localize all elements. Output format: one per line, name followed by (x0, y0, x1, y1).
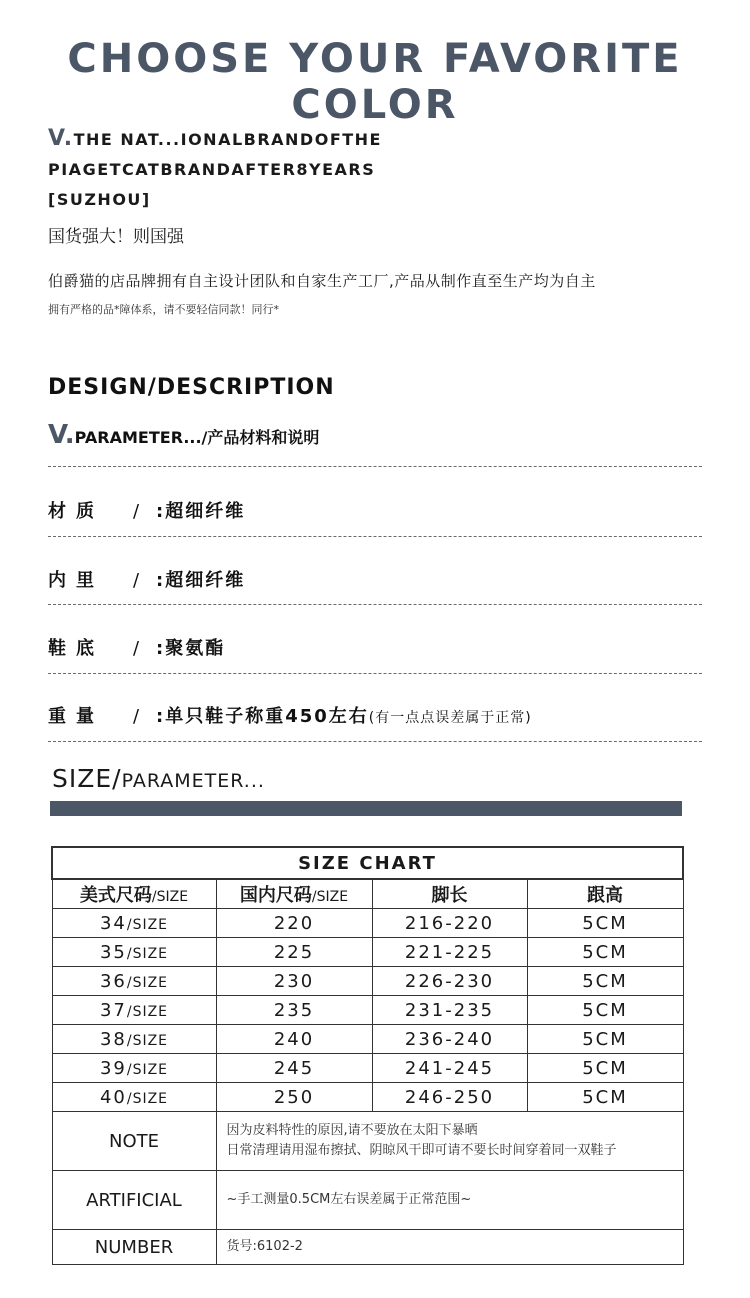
param-key: 重量 (48, 706, 104, 727)
divider (48, 673, 702, 674)
size-section-title (52, 764, 265, 793)
cell-us-suffix: /SIZE (126, 974, 169, 991)
design-title: DESIGN/DESCRIPTION (48, 375, 335, 400)
cell-cn-size: 245 (216, 1054, 372, 1083)
divider (48, 741, 702, 742)
cell-cn-size: 220 (216, 909, 372, 938)
cell-heel-height: 5CM (527, 1083, 683, 1112)
divider (48, 604, 702, 605)
cell-us-size (52, 938, 216, 967)
cell-foot-length: 226-230 (372, 967, 527, 996)
number-row (52, 1230, 683, 1265)
intro-line-2: 拥有严格的品*障体系，请不要轻信同款！同行* (48, 303, 279, 316)
cell-us-size (52, 909, 216, 938)
intro-line-1: 伯爵猫的店品牌拥有自主设计团队和自家生产工厂,产品从制作直至生产均为自主 (48, 272, 596, 290)
divider (48, 536, 702, 537)
cell-us-suffix: /SIZE (126, 1003, 169, 1020)
size-chart-table (51, 846, 684, 1265)
param-row-material (48, 497, 245, 523)
table-row (52, 938, 683, 967)
parameter-v-mark: V. (48, 420, 75, 450)
note-row (52, 1112, 683, 1171)
divider (48, 466, 702, 467)
cell-us-suffix: /SIZE (126, 916, 169, 933)
cell-us-num: 35 (99, 941, 127, 963)
brand-line-3: [SUZHOU] (48, 190, 151, 209)
cell-foot-length: 236-240 (372, 1025, 527, 1054)
number-text: 货号:6102-2 (216, 1230, 683, 1265)
cell-us-num: 34 (99, 912, 127, 934)
artificial-text: ~手工测量0.5CM左右误差属于正常范围~ (216, 1171, 683, 1230)
size-chart-title: SIZE CHART (52, 847, 683, 879)
param-row-lining (48, 566, 245, 592)
cell-us-num: 37 (99, 999, 127, 1021)
header-us-size (52, 879, 216, 909)
cell-foot-length: 231-235 (372, 996, 527, 1025)
note-text (216, 1112, 683, 1171)
cell-cn-size: 235 (216, 996, 372, 1025)
page-headline: CHOOSE YOUR FAVORITE COLOR (67, 36, 683, 128)
brand-v-mark: V. (48, 126, 74, 151)
note-line: 因为皮料特性的原因,请不要放在太阳下暴晒 (226, 1123, 478, 1138)
table-row (52, 1025, 683, 1054)
note-label: NOTE (52, 1112, 216, 1171)
brand-statement (48, 124, 468, 215)
cell-cn-size: 230 (216, 967, 372, 996)
param-value: :单只鞋子称重450左右 (156, 706, 369, 727)
cell-foot-length: 246-250 (372, 1083, 527, 1112)
cell-us-num: 38 (99, 1028, 127, 1050)
cell-us-num: 40 (99, 1086, 127, 1108)
cell-heel-height: 5CM (527, 996, 683, 1025)
param-key: 材质 (48, 501, 104, 522)
param-note: (有一点点误差属于正常) (368, 710, 532, 726)
size-title-big: SIZE/ (52, 764, 122, 793)
note-line: 日常清理请用湿布擦拭、阴晾风干即可请不要长时间穿着同一双鞋子 (226, 1143, 617, 1158)
brand-line-2: PIAGETCATBRANDAFTER8YEARS (48, 160, 376, 179)
cell-us-size (52, 1054, 216, 1083)
table-header-row (52, 879, 683, 909)
size-title-small: PARAMETER... (121, 770, 265, 792)
header-foot-length: 脚长 (372, 879, 527, 909)
param-key: 鞋底 (48, 638, 104, 659)
header-main: 美式尺码 (79, 885, 152, 906)
cell-heel-height: 5CM (527, 1025, 683, 1054)
param-value: :聚氨酯 (156, 638, 226, 659)
cell-us-size (52, 996, 216, 1025)
cell-cn-size: 250 (216, 1083, 372, 1112)
param-value: :超细纤维 (156, 501, 246, 522)
header-suffix: /SIZE (151, 889, 189, 905)
cell-foot-length: 241-245 (372, 1054, 527, 1083)
cell-us-num: 36 (99, 970, 127, 992)
cell-us-size (52, 1025, 216, 1054)
cell-heel-height: 5CM (527, 967, 683, 996)
cell-cn-size: 225 (216, 938, 372, 967)
param-slash: / (132, 501, 140, 522)
cell-cn-size: 240 (216, 1025, 372, 1054)
header-suffix: /SIZE (311, 889, 349, 905)
param-row-sole (48, 634, 225, 660)
param-key: 内里 (48, 570, 104, 591)
header-main: 国内尺码 (239, 885, 312, 906)
table-row (52, 996, 683, 1025)
header-cn-size (216, 879, 372, 909)
table-row (52, 967, 683, 996)
cell-us-size (52, 1083, 216, 1112)
cell-us-suffix: /SIZE (126, 1090, 169, 1107)
param-value: :超细纤维 (156, 570, 246, 591)
cell-foot-length: 216-220 (372, 909, 527, 938)
cell-us-num: 39 (99, 1057, 127, 1079)
cell-heel-height: 5CM (527, 1054, 683, 1083)
number-label: NUMBER (52, 1230, 216, 1265)
param-slash: / (132, 638, 140, 659)
cell-foot-length: 221-225 (372, 938, 527, 967)
table-row (52, 1054, 683, 1083)
cell-us-suffix: /SIZE (126, 945, 169, 962)
accent-bar (50, 801, 682, 816)
cell-heel-height: 5CM (527, 909, 683, 938)
cell-us-size (52, 967, 216, 996)
cell-heel-height: 5CM (527, 938, 683, 967)
artificial-row (52, 1171, 683, 1230)
param-slash: / (132, 706, 140, 727)
cell-us-suffix: /SIZE (126, 1032, 169, 1049)
cell-us-suffix: /SIZE (126, 1061, 169, 1078)
table-row (52, 1083, 683, 1112)
parameter-text: PARAMETER.../产品材料和说明 (74, 428, 320, 447)
slogan: 国货强大！则国强 (48, 227, 184, 247)
artificial-label: ARTIFICIAL (52, 1171, 216, 1230)
param-row-weight (48, 702, 532, 728)
parameter-heading (48, 420, 319, 450)
param-slash: / (132, 570, 140, 591)
header-heel-height: 跟高 (527, 879, 683, 909)
brand-line-1: THE NAT...IONALBRANDOFTHE (73, 130, 382, 149)
table-row (52, 909, 683, 938)
